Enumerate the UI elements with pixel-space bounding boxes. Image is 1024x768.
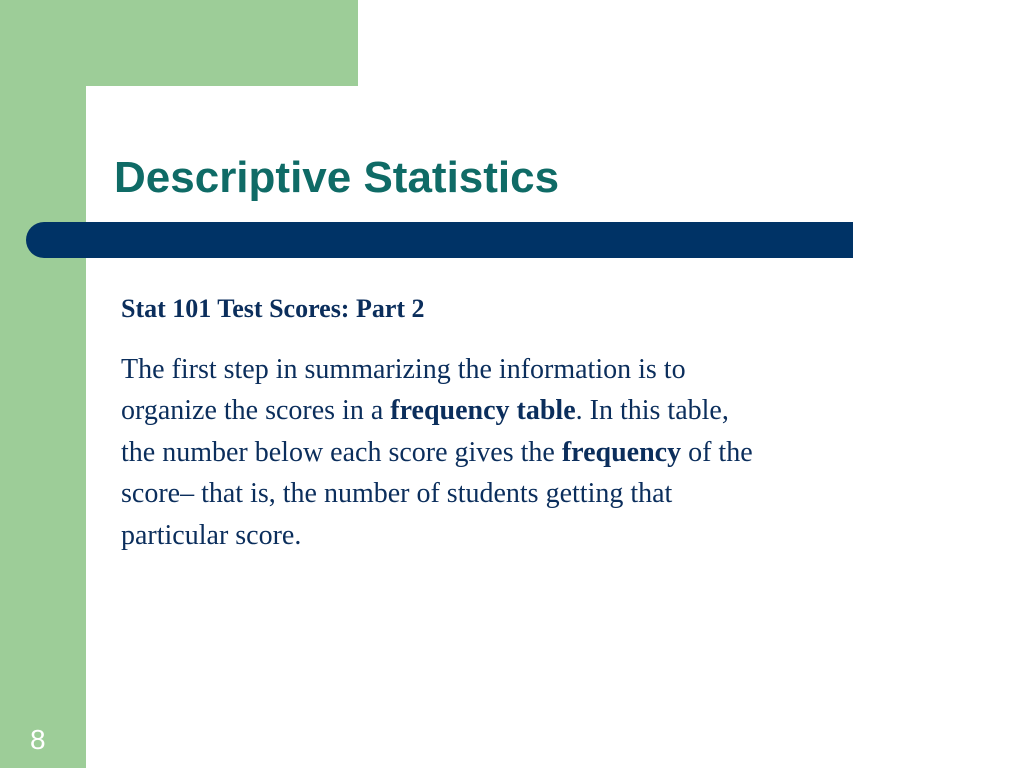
body-line <box>121 432 921 473</box>
green-top-band <box>0 0 358 86</box>
title-underline-bar <box>26 222 853 258</box>
body-line <box>121 390 921 431</box>
body-line: particular score. <box>121 519 302 551</box>
page-number: 8 <box>30 724 46 755</box>
body-paragraph <box>121 349 921 556</box>
slide-title: Descriptive Statistics <box>114 153 560 202</box>
body-text-segment: of the <box>681 436 753 468</box>
body-text-segment: the number below each score gives the <box>121 436 562 468</box>
green-sidebar <box>0 0 86 768</box>
body-text-segment: . In this table, <box>575 395 729 427</box>
term-frequency-table: frequency table <box>390 395 576 427</box>
term-frequency: frequency <box>561 436 682 468</box>
body-line: The first step in summarizing the information is to <box>121 354 686 385</box>
body-line: score– that is, the number of students getting that <box>121 478 673 510</box>
body-text-segment: organize the scores in a <box>121 395 391 427</box>
slide-subheading: Stat 101 Test Scores: Part 2 <box>121 294 425 323</box>
